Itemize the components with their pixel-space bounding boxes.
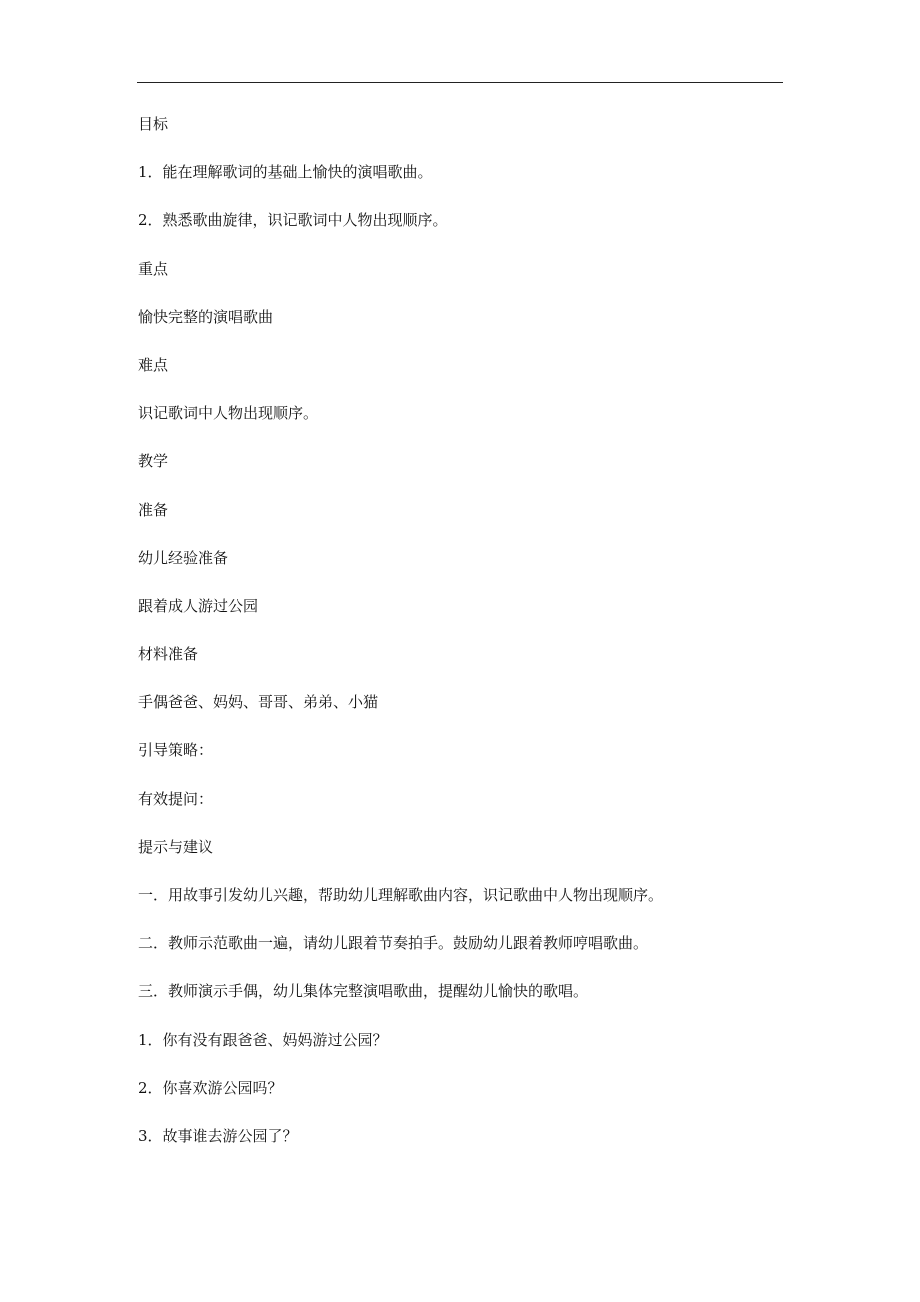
material-prep-text: 手偶爸爸、妈妈、哥哥、弟弟、小猫 bbox=[138, 693, 379, 712]
step-item-1: 一．用故事引发幼儿兴趣，帮助幼儿理解歌曲内容，识记歌曲中人物出现顺序。 bbox=[138, 886, 664, 904]
question-item-3: 3．故事谁去游公园了？ bbox=[138, 1126, 298, 1145]
heading-guidance-strategy: 引导策略： bbox=[138, 741, 214, 760]
goal-item-1: 1．能在理解歌词的基础上愉快的演唱歌曲。 bbox=[138, 163, 433, 182]
question-item-2: 2．你喜欢游公园吗？ bbox=[138, 1078, 283, 1097]
experience-prep-text: 跟着成人游过公园 bbox=[138, 596, 259, 615]
heading-preparation: 准备 bbox=[138, 500, 169, 519]
question-item-1: 1．你有没有跟爸爸、妈妈游过公园？ bbox=[138, 1030, 388, 1049]
goal-item-2: 2．熟悉歌曲旋律，识记歌词中人物出现顺序。 bbox=[138, 211, 448, 230]
heading-tips: 提示与建议 bbox=[138, 837, 214, 856]
subheading-material-prep: 材料准备 bbox=[138, 645, 199, 664]
key-point-text: 愉快完整的演唱歌曲 bbox=[138, 307, 274, 326]
heading-teaching: 教学 bbox=[138, 452, 169, 471]
heading-effective-questions: 有效提问： bbox=[138, 789, 214, 808]
step-item-3: 三．教师演示手偶，幼儿集体完整演唱歌曲，提醒幼儿愉快的歌唱。 bbox=[138, 982, 589, 1001]
document-body bbox=[138, 110, 778, 1170]
difficulty-text: 识记歌词中人物出现顺序。 bbox=[138, 404, 319, 423]
subheading-experience-prep: 幼儿经验准备 bbox=[138, 548, 229, 567]
heading-difficulty: 难点 bbox=[138, 355, 169, 374]
heading-goals: 目标 bbox=[138, 115, 169, 133]
heading-key-points: 重点 bbox=[138, 259, 169, 278]
step-item-2: 二．教师示范歌曲一遍，请幼儿跟着节奏拍手。鼓励幼儿跟着教师哼唱歌曲。 bbox=[138, 934, 649, 953]
header-rule bbox=[137, 82, 783, 83]
